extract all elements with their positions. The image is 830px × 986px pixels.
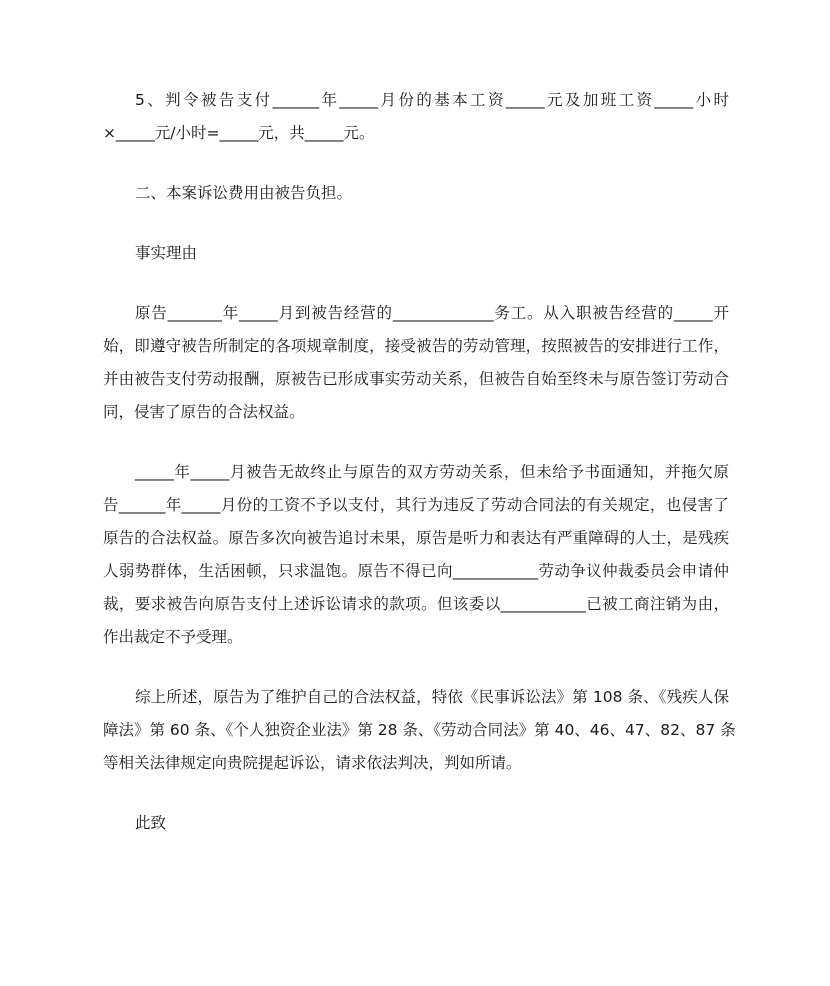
text-line: 事实理由 bbox=[135, 244, 198, 262]
text-line: 原告的合法权益。原告多次向被告追讨未果，原告是听力和表达有严重障碍的人士，是残疾 bbox=[103, 529, 729, 547]
text-line: 二、本案诉讼费用由被告负担。 bbox=[135, 184, 353, 202]
summary-paragraph bbox=[103, 683, 736, 782]
closing-salutation bbox=[103, 809, 729, 842]
text-line: 同，侵害了原告的合法权益。 bbox=[103, 403, 305, 421]
text-line: 原告_______年_____月到被告经营的_____________务工。从入职被告经营的_____开 bbox=[135, 304, 729, 322]
text-line: _____年_____月被告无故终止与原告的双方劳动关系，但未给予书面通知，并拖欠原 bbox=[135, 463, 729, 481]
text-line: 告______年_____月份的工资不予以支付，其行为违反了劳动合同法的有关规定，也侵害了 bbox=[103, 496, 729, 514]
text-line: 此致 bbox=[135, 814, 167, 832]
claim-item-5 bbox=[103, 86, 729, 152]
text-line: 障法》第 60 条、《个人独资企业法》第 28 条、《劳动合同法》第 40、46、47、82、87 条 bbox=[103, 721, 736, 739]
text-line: 等相关法律规定向贵院提起诉讼，请求依法判决，判如所请。 bbox=[103, 754, 522, 772]
text-line: 人弱势群体，生活困顿，只求温饱。原告不得已向___________劳动争议仲裁委员会申请仲 bbox=[103, 562, 729, 580]
text-line: 作出裁定不予受理。 bbox=[103, 628, 243, 646]
facts-paragraph-1 bbox=[103, 299, 729, 431]
claim-item-2 bbox=[103, 179, 729, 212]
text-line: 始，即遵守被告所制定的各项规章制度，接受被告的劳动管理，按照被告的安排进行工作， bbox=[103, 337, 729, 355]
text-line: 5、判令被告支付______年_____月份的基本工资_____元及加班工资_____小时 bbox=[135, 91, 729, 109]
document-page bbox=[103, 86, 736, 869]
text-line: ×_____元/小时=_____元，共_____元。 bbox=[103, 124, 375, 142]
text-line: 综上所述，原告为了维护自己的合法权益，特依《民事诉讼法》第 108 条、《残疾人保 bbox=[135, 688, 729, 706]
facts-paragraph-2 bbox=[103, 458, 729, 656]
text-line: 并由被告支付劳动报酬，原被告已形成事实劳动关系，但被告自始至终未与原告签订劳动合 bbox=[103, 370, 729, 388]
text-line: 裁，要求被告向原告支付上述诉讼请求的款项。但该委以___________已被工商注销为由， bbox=[103, 595, 729, 613]
facts-heading bbox=[103, 239, 729, 272]
